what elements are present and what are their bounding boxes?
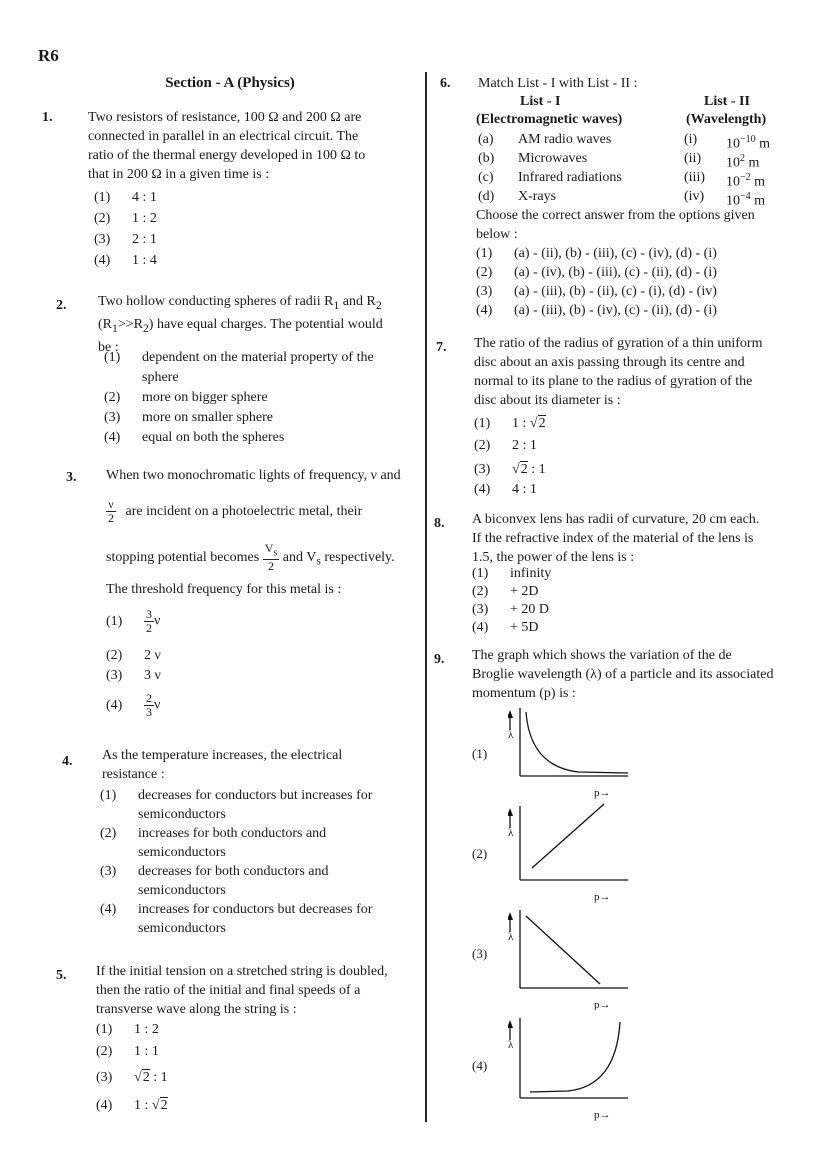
y-label: λ: [508, 729, 514, 741]
q5-option-3: (3) √2 : 1: [96, 1070, 168, 1085]
q3-line2: $\frac{\nu}{2}$ are incident on a photoelectric metal, their: [108, 497, 363, 525]
x-label: p→: [594, 1109, 611, 1121]
q7-option-2: (2) 2 : 1: [474, 438, 537, 453]
q3-option-1: (1) $\frac{3}{2}$ ν: [106, 607, 161, 635]
fraction: $\frac{\nu}{2}$: [108, 497, 114, 525]
curve: [532, 804, 604, 868]
q5-option-4: (4) 1 : √2: [96, 1098, 168, 1113]
q9-option-4-label: (4): [472, 1058, 488, 1073]
list1-title: List - I: [520, 94, 561, 109]
q3-line3: stopping potential becomes $\frac{V_s}{2}$ and $V_s$ respectively.: [106, 541, 395, 574]
q6-line1: Match List - I with List - II :: [478, 76, 638, 91]
q5-option-2: (2) 1 : 1: [96, 1044, 159, 1059]
q9-text: The graph which shows the variation of the de Broglie wavelength (λ) of a particle and its associated momentum (p) is :: [472, 648, 774, 701]
section-title: Section - A (Physics): [165, 75, 295, 91]
graph-1-hyperbola: [508, 702, 638, 800]
y-arrow-head: [508, 1020, 513, 1028]
y-label: λ: [508, 931, 514, 943]
y-label: λ: [508, 827, 514, 839]
x-label: p→: [594, 787, 611, 799]
list2-title: List - II: [704, 94, 750, 109]
q4-text: As the temperature increases, the electrical resistance :: [102, 748, 343, 782]
q1-options: (1) 4 : 1 (2) 1 : 2 (3) 2 : 1 (4) 1 : 4: [94, 190, 157, 268]
match-row: (a) AM radio waves (i) $10^{-10}$ m: [478, 132, 771, 152]
graph-3-falling-line: [508, 904, 638, 1010]
graph-2-rising-line: [508, 800, 638, 906]
q2-options: (1) dependent on the material property of the sphere (2) more on bigger sphere (3) more on smaller sphere (4) equal on both the spheres: [104, 350, 374, 445]
q3-line1: When two monochromatic lights of frequency, ν and: [106, 468, 401, 483]
q8-options: (1) infinity (2) + 2D (3) + 20 D (4) + 5D: [472, 566, 552, 635]
q6-options: (1) (a) - (ii), (b) - (iii), (c) - (iv), (d) - (i) (2) (a) - (iv), (b) - (iii), (c) - (ii), (d) - (i) (3) (a) - (iii), (b) - (ii), (c) - (i), (d) - (iv) (4) (a) - (iii), (b) - (iv), (c) - (ii), (d) - (i): [476, 246, 717, 318]
q3-option-3: (3) 3 ν: [106, 668, 161, 683]
q9-option-1-label: (1): [472, 746, 488, 761]
q9-number: 9.: [434, 652, 445, 667]
q3-option-2: (2) 2 ν: [106, 648, 161, 663]
q3-number: 3.: [66, 470, 77, 485]
list1-subtitle: (Electromagnetic waves): [476, 112, 623, 127]
curve: [526, 916, 600, 984]
curve: [526, 712, 628, 773]
q7-option-4: (4) 4 : 1: [474, 482, 537, 497]
q4-number: 4.: [62, 754, 73, 769]
q9-option-2-label: (2): [472, 846, 488, 861]
q8-text: A biconvex lens has radii of curvature, 20 cm each. If the refractive index of the material of the lens is 1.5, the power of the lens is :: [472, 512, 760, 565]
q6-choose: Choose the correct answer from the options given below :: [476, 208, 755, 242]
x-label: p→: [594, 999, 611, 1010]
match-row: (d) X-rays (iv) $10^{-4}$ m: [478, 189, 766, 209]
graph-4-rising-curve: [508, 1012, 638, 1122]
q6-match-table: [478, 130, 808, 209]
fraction: $\frac{V_s}{2}$: [264, 541, 278, 574]
q3-option-4: (4) $\frac{2}{3}$ ν: [106, 691, 161, 719]
q6-number: 6.: [440, 76, 451, 91]
y-arrow-head: [508, 710, 513, 718]
q5-number: 5.: [56, 968, 67, 983]
match-row: (b) Microwaves (ii) $10^2$ m: [478, 151, 760, 171]
q8-number: 8.: [434, 516, 445, 531]
y-label: λ: [508, 1039, 514, 1051]
q7-number: 7.: [436, 340, 447, 355]
match-row: (c) Infrared radiations (iii) $10^{-2}$ m: [478, 170, 766, 190]
column-divider: [425, 72, 427, 1122]
y-arrow-head: [508, 912, 513, 920]
q7-option-3: (3) √2 : 1: [474, 462, 546, 477]
x-label: p→: [594, 891, 611, 903]
q1-text: Two resistors of resistance, 100 Ω and 200 Ω are connected in parallel in an electrical circuit. The ratio of the thermal energy developed in 100 Ω to that in 200 Ω in a given time is :: [88, 110, 366, 182]
q5-text: If the initial tension on a stretched string is doubled, then the ratio of the initial and final speeds of a transverse wave along the string is :: [96, 964, 388, 1017]
q1-number: 1.: [42, 110, 53, 125]
q4-options: (1) decreases for conductors but increases for semiconductors (2) increases for both conductors and semiconductors (3) decreases for both conductors and semiconductors (4) increases for conductors but decreases for semiconductors: [100, 788, 373, 936]
page-label: R6: [38, 46, 59, 65]
list2-subtitle: (Wavelength): [686, 112, 767, 127]
q2-number: 2.: [56, 298, 67, 313]
q7-text: The ratio of the radius of gyration of a thin uniform disc about an axis passing through its centre and normal to its plane to the radius of gyration of the disc about its diameter is :: [474, 336, 763, 408]
q7-option-1: (1) 1 : √2: [474, 416, 546, 431]
q5-option-1: (1) 1 : 2: [96, 1022, 159, 1037]
y-arrow-head: [508, 808, 513, 816]
q9-option-3-label: (3): [472, 946, 488, 961]
curve: [530, 1022, 620, 1092]
q2-text: Two hollow conducting spheres of radii $R_1$ and $R_2$ $(R_1>>R_2)$ have equal charges. The potential would be :: [98, 294, 383, 355]
q3-line4: The threshold frequency for this metal is :: [106, 582, 342, 597]
